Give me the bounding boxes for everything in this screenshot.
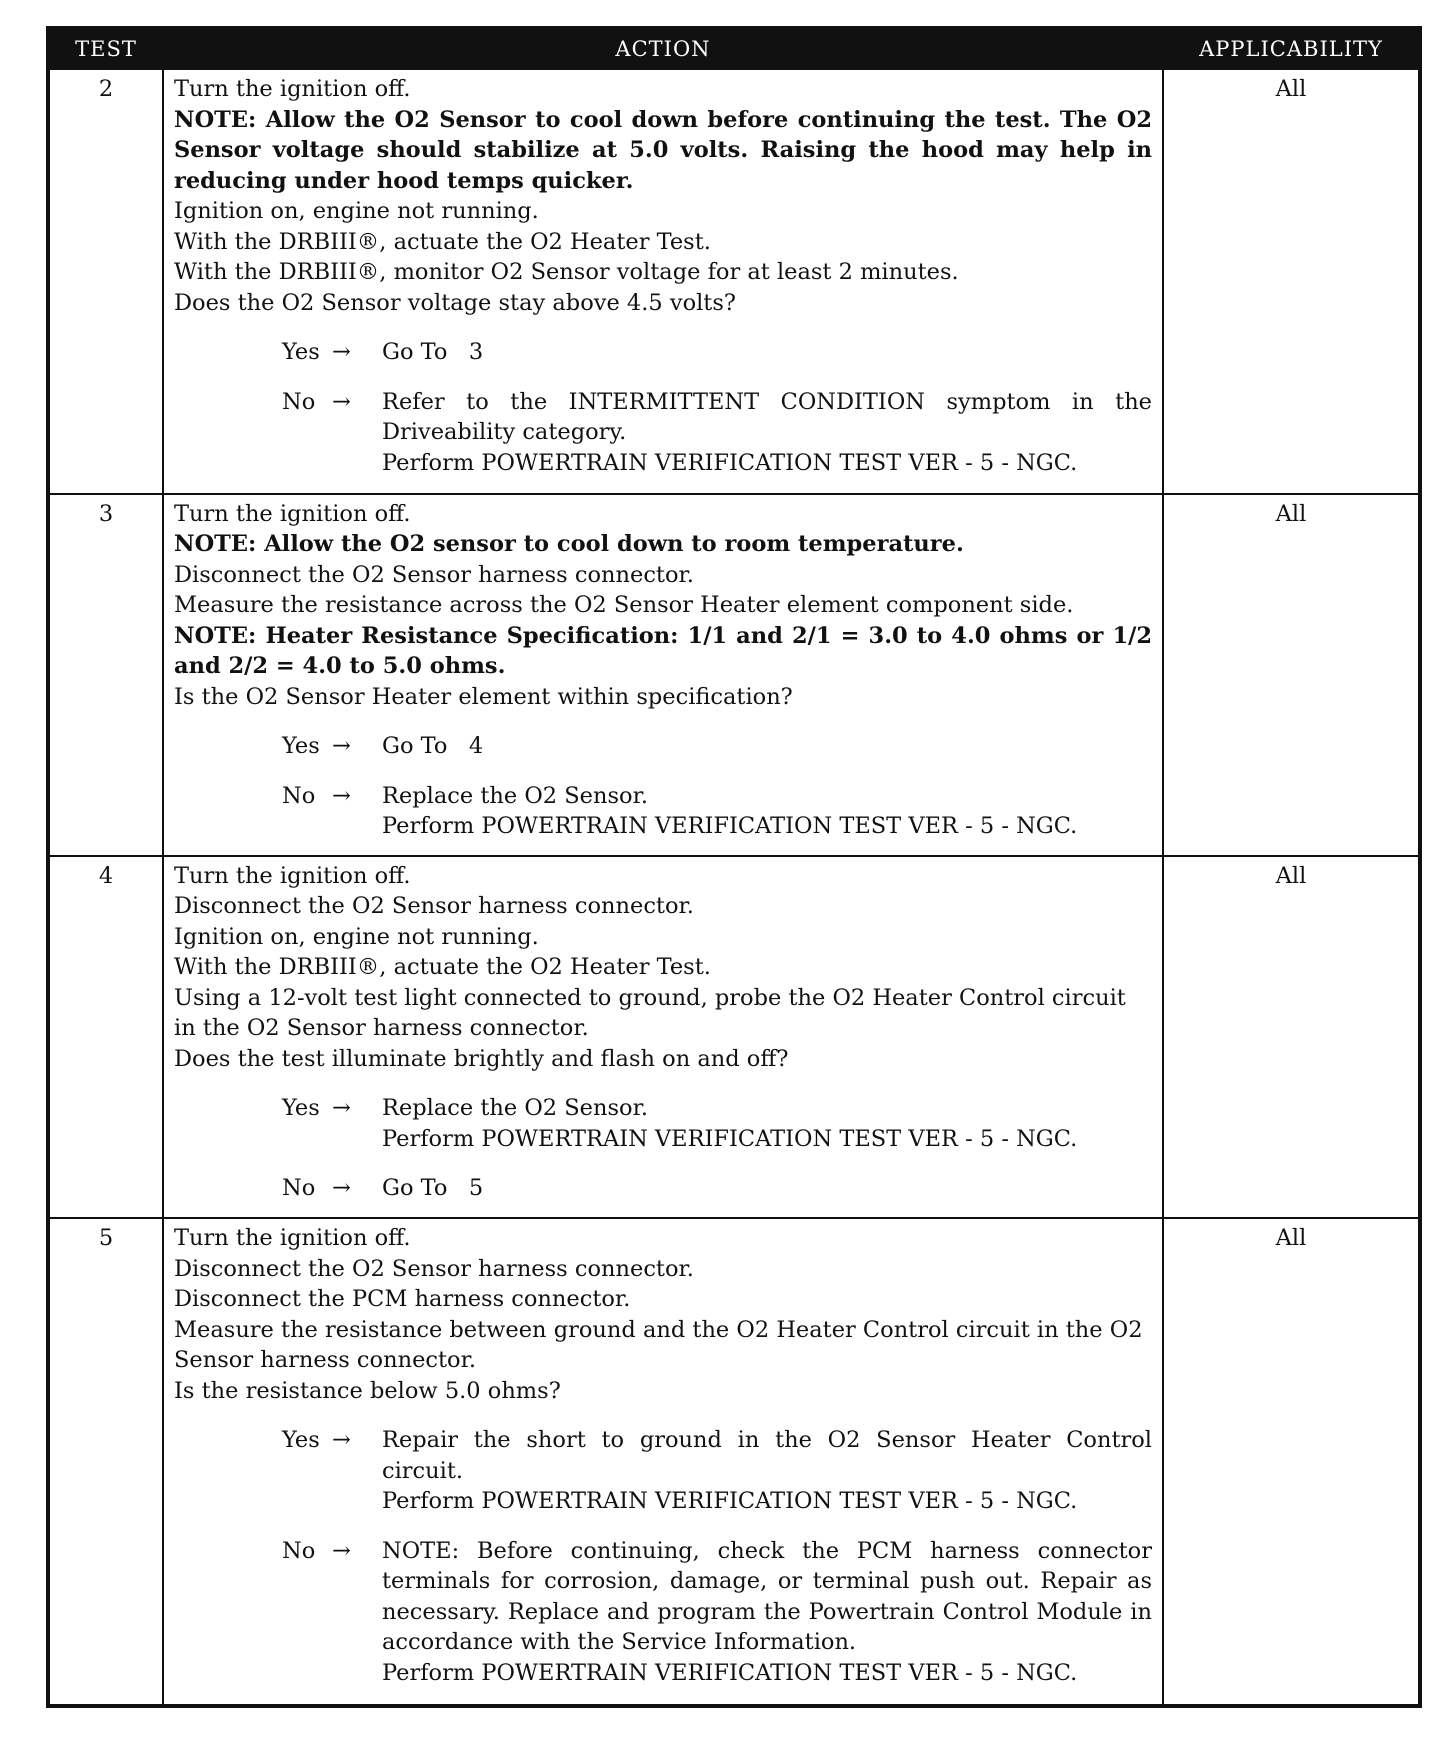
- result-line: Replace the O2 Sensor.: [382, 1095, 649, 1122]
- table-row: [48, 494, 1420, 856]
- action-line: With the DRBIII®, monitor O2 Sensor voltage for at least 2 minutes.: [174, 259, 959, 285]
- result-line: Repair the short to ground in the O2 Sensor Heater Control circuit.: [382, 1427, 1160, 1484]
- result-line: Go To 4: [382, 733, 484, 760]
- applicability-value: All: [1163, 69, 1420, 494]
- result-line: NOTE: Before continuing, check the PCM harness connector terminals for corrosion, damage, or terminal push out. Repair as necessary. Replace and program the Powertrain Control Module in accordance with the Service Information.: [382, 1537, 1160, 1656]
- test-number: 2: [48, 69, 163, 494]
- action-cell: [163, 69, 1163, 494]
- action-line: Measure the resistance across the O2 Sensor Heater element component side.: [174, 592, 1074, 619]
- action-line: Turn the ignition off.: [174, 1225, 411, 1252]
- result-line: Perform POWERTRAIN VERIFICATION TEST VER - 5 - NGC.: [382, 449, 1078, 476]
- no-branch: [174, 1173, 1152, 1204]
- yes-result: [382, 337, 1152, 368]
- no-label: No: [282, 1175, 316, 1202]
- action-line: Disconnect the PCM harness connector.: [174, 1286, 631, 1313]
- table-row: [48, 69, 1420, 494]
- yes-result: [382, 731, 1152, 762]
- result-line: Replace the O2 Sensor.: [382, 782, 649, 809]
- action-line: Disconnect the O2 Sensor harness connector.: [174, 561, 694, 588]
- header-test: TEST: [48, 28, 163, 69]
- result-line: Refer to the INTERMITTENT CONDITION symptom in the Driveability category.: [382, 388, 1160, 445]
- yes-branch: [174, 337, 1152, 368]
- arrow-icon: →: [332, 388, 351, 415]
- header-row: [48, 28, 1420, 69]
- action-line: Turn the ignition off.: [174, 76, 411, 102]
- result-line: Perform POWERTRAIN VERIFICATION TEST VER - 5 - NGC.: [382, 1659, 1078, 1686]
- test-number: 5: [48, 1218, 163, 1706]
- applicability-value: All: [1163, 494, 1420, 856]
- action-line: Measure the resistance between ground and the O2 Heater Control circuit in the O2 Sensor harness connector.: [174, 1316, 1143, 1374]
- table-body: [48, 69, 1420, 1706]
- arrow-icon: →: [332, 339, 351, 365]
- action-line: Ignition on, engine not running.: [174, 198, 539, 224]
- no-result: [382, 1173, 1152, 1204]
- yes-label: Yes: [282, 339, 320, 365]
- note-text: NOTE: Allow the O2 sensor to cool down to room temperature.: [174, 531, 964, 558]
- result-line: Perform POWERTRAIN VERIFICATION TEST VER - 5 - NGC.: [382, 1488, 1078, 1515]
- no-label: No: [282, 388, 316, 415]
- note-text: NOTE: Allow the O2 Sensor to cool down before continuing the test. The O2 Sensor voltage should stabilize at 5.0 volts. Raising the hood may help in reducing under hood temps quicker.: [174, 106, 1152, 194]
- no-result: [382, 781, 1152, 842]
- action-line: Disconnect the O2 Sensor harness connector.: [174, 1255, 694, 1282]
- action-line: Turn the ignition off.: [174, 500, 411, 527]
- no-result: [382, 1536, 1160, 1689]
- arrow-icon: →: [332, 1427, 351, 1454]
- test-number: 3: [48, 494, 163, 856]
- action-line: Is the O2 Sensor Heater element within specification?: [174, 683, 793, 710]
- yes-label: Yes: [282, 1095, 320, 1122]
- note-text: NOTE: Heater Resistance Specification: 1/1 and 2/1 = 3.0 to 4.0 ohms or 1/2 and 2/2 = 4.0 to 5.0 ohms.: [174, 622, 1152, 680]
- action-line: Disconnect the O2 Sensor harness connector.: [174, 893, 694, 920]
- header-action: ACTION: [163, 28, 1163, 69]
- yes-branch: [174, 731, 1152, 762]
- no-branch: [174, 387, 1160, 479]
- no-branch: [174, 781, 1152, 842]
- applicability-value: All: [1163, 1218, 1420, 1706]
- action-cell: [163, 1218, 1163, 1706]
- action-line: Ignition on, engine not running.: [174, 923, 539, 950]
- no-branch: [174, 1536, 1160, 1689]
- diagnostic-table: [46, 26, 1422, 1708]
- action-cell: [163, 494, 1163, 856]
- action-line: With the DRBIII®, actuate the O2 Heater Test.: [174, 228, 711, 255]
- action-line: With the DRBIII®, actuate the O2 Heater Test.: [174, 954, 711, 981]
- yes-branch: [174, 1093, 1152, 1154]
- yes-branch: [174, 1425, 1160, 1517]
- yes-label: Yes: [282, 733, 320, 760]
- applicability-value: All: [1163, 856, 1420, 1218]
- arrow-icon: →: [332, 1095, 351, 1122]
- action-line: Is the resistance below 5.0 ohms?: [174, 1377, 561, 1404]
- no-result: [382, 387, 1160, 479]
- action-line: Does the test illuminate brightly and flash on and off?: [174, 1045, 789, 1072]
- yes-result: [382, 1425, 1160, 1517]
- arrow-icon: →: [332, 782, 351, 809]
- action-line: Turn the ignition off.: [174, 862, 411, 889]
- result-line: Go To 5: [382, 1175, 484, 1202]
- arrow-icon: →: [332, 1175, 351, 1202]
- arrow-icon: →: [332, 733, 351, 760]
- test-number: 4: [48, 856, 163, 1218]
- result-line: Perform POWERTRAIN VERIFICATION TEST VER - 5 - NGC.: [382, 1125, 1078, 1152]
- yes-label: Yes: [282, 1427, 320, 1454]
- action-line: Does the O2 Sensor voltage stay above 4.5 volts?: [174, 289, 736, 316]
- action-cell: [163, 856, 1163, 1218]
- yes-result: [382, 1093, 1152, 1154]
- arrow-icon: →: [332, 1537, 351, 1564]
- header-applicability: APPLICABILITY: [1163, 28, 1420, 69]
- result-line: Go To 3: [382, 339, 484, 365]
- action-line: Using a 12-volt test light connected to ground, probe the O2 Heater Control circuit in the O2 Sensor harness connector.: [174, 984, 1126, 1042]
- table-row: [48, 856, 1420, 1218]
- no-label: No: [282, 1537, 316, 1564]
- no-label: No: [282, 782, 316, 809]
- result-line: Perform POWERTRAIN VERIFICATION TEST VER - 5 - NGC.: [382, 813, 1078, 840]
- table-row: [48, 1218, 1420, 1706]
